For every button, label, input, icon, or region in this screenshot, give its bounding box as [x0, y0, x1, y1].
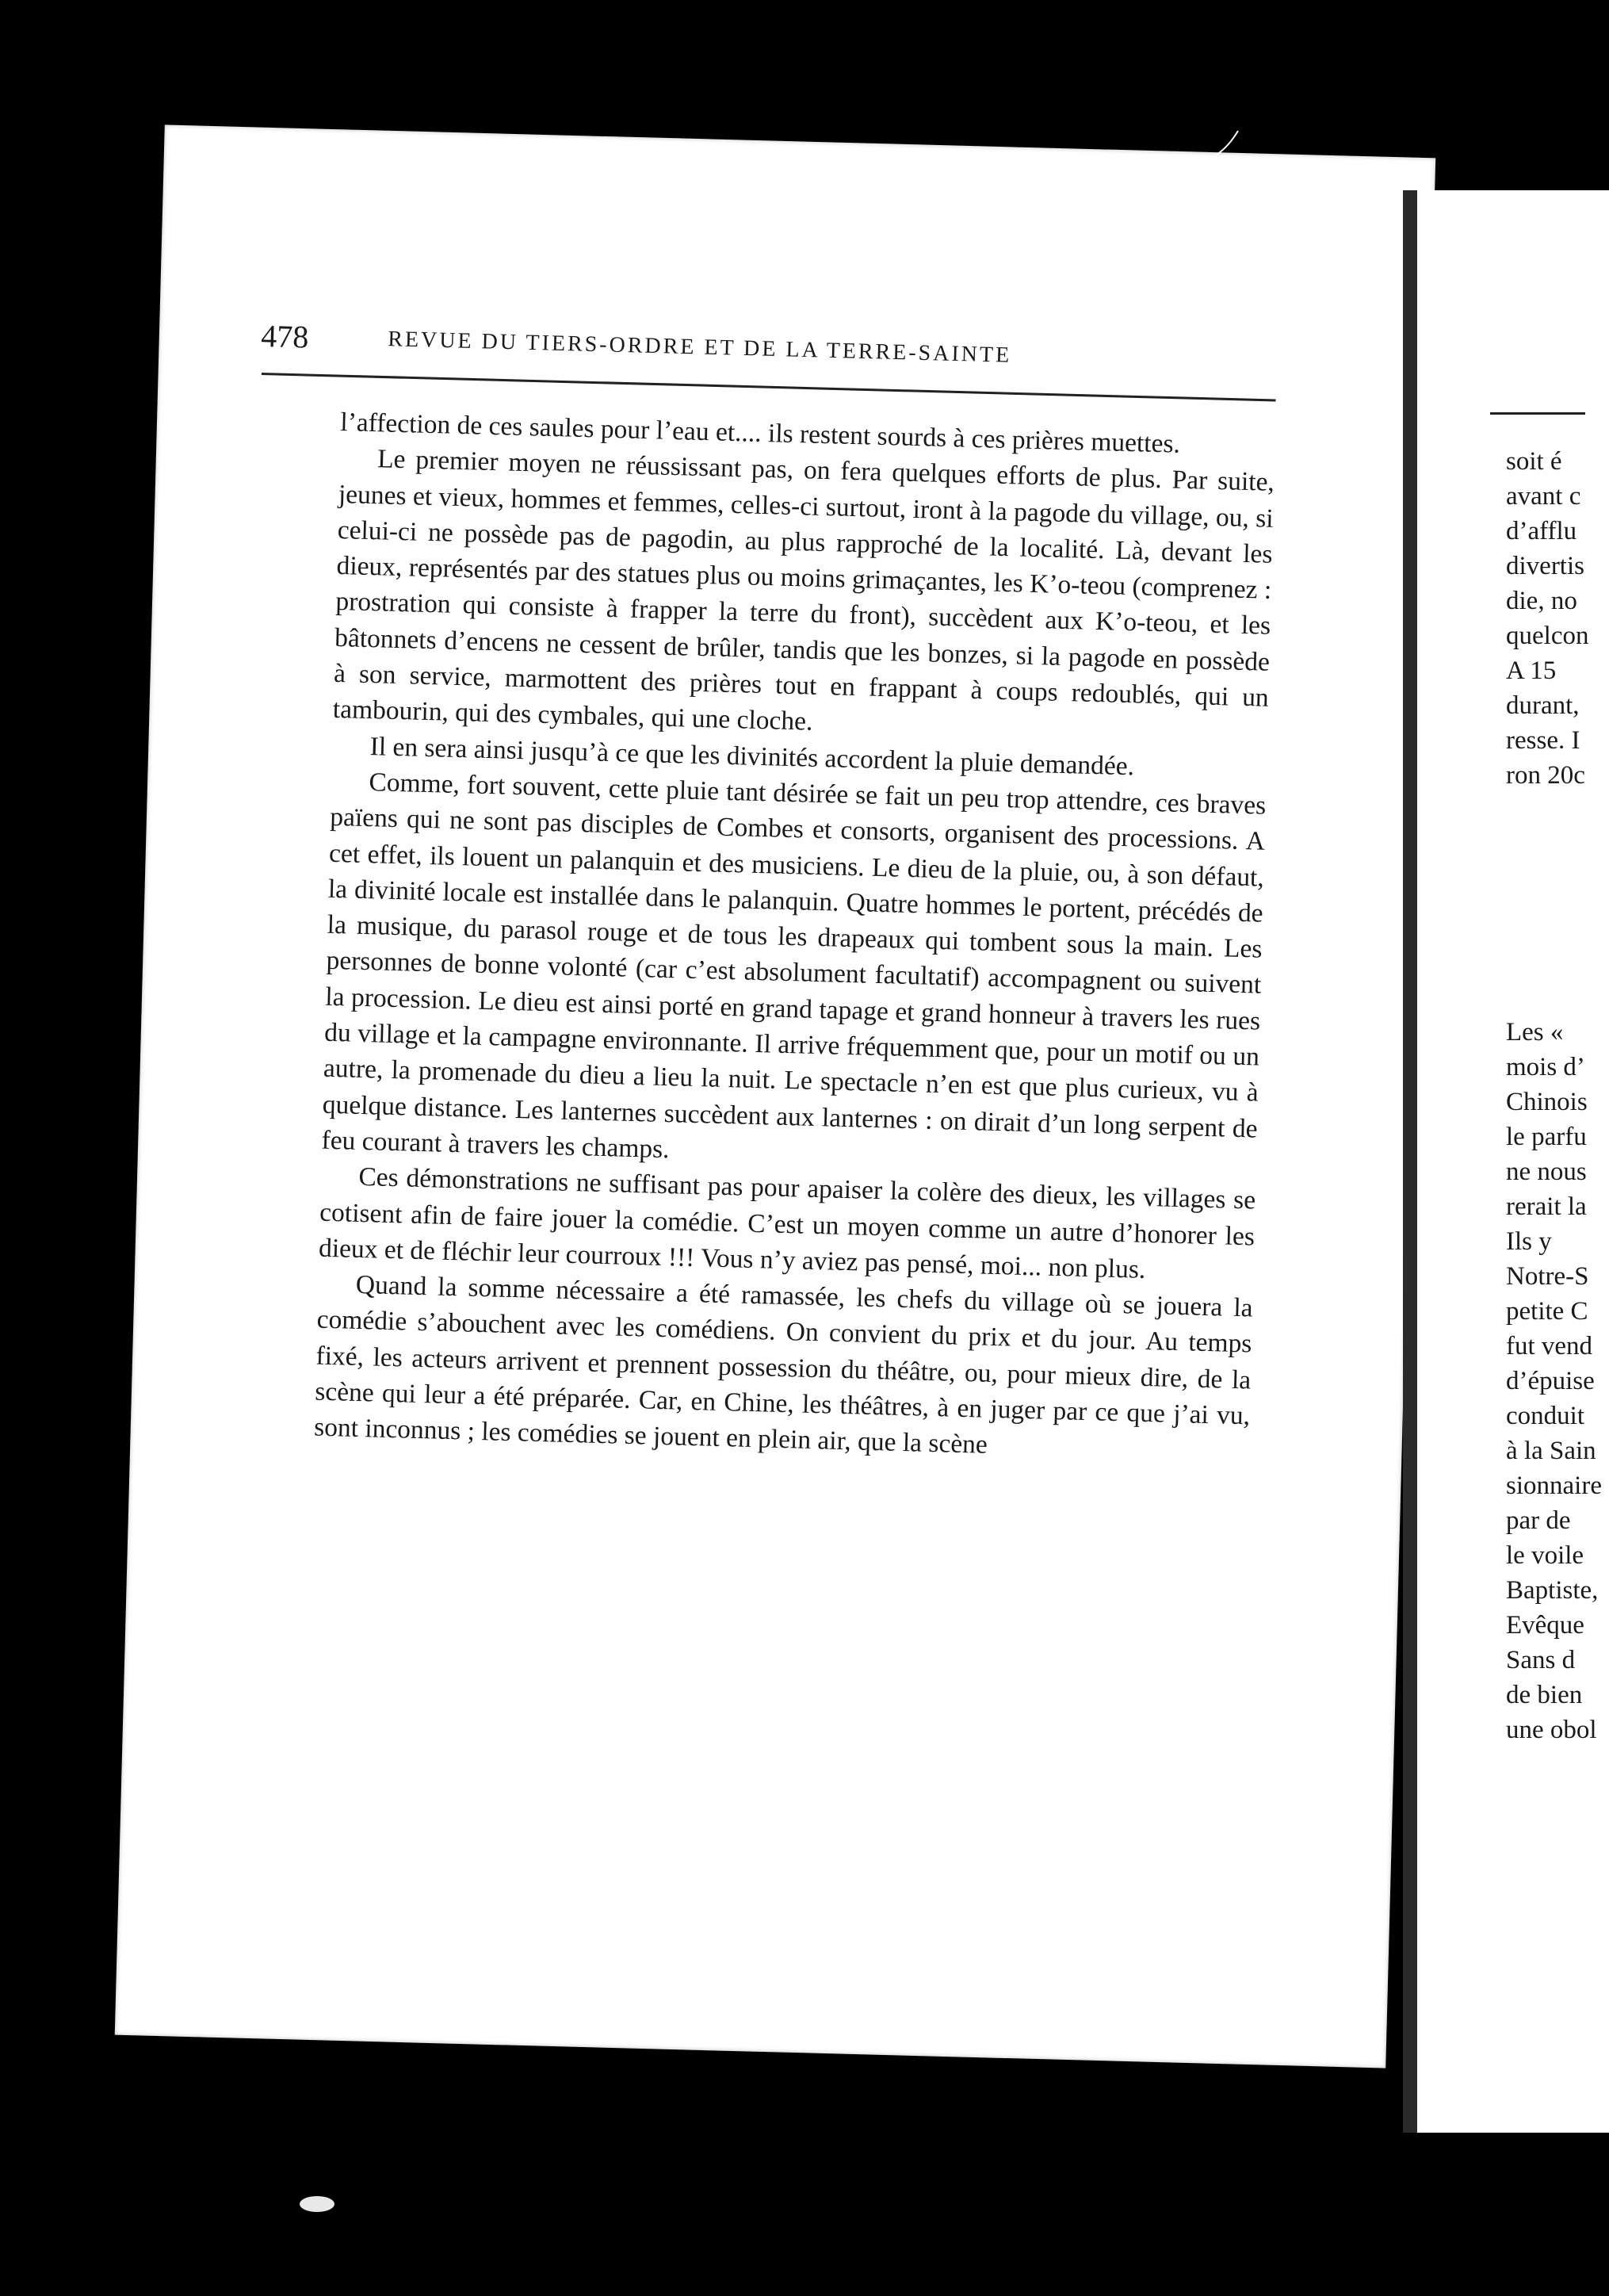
- right-line: Baptiste,: [1506, 1576, 1599, 1605]
- right-line: avant c: [1506, 482, 1581, 511]
- scan-speck: [1213, 127, 1244, 159]
- right-line: sionnaire: [1506, 1471, 1602, 1500]
- paragraph: Le premier moyen ne réussissant pas, on fera quelques efforts de plus. Par suite, jeunes et vieux, hommes et femmes, celles-ci surtout, iront à la pagode du village, ou, si celui-ci ne possède pas de pagodin, au plus rapproché de la localité. Là, devant les dieux, représentés par des statues plus ou moins grimaçantes, les K’o-teou (comprenez : prostration qui consiste à frapper la terre du front), succèdent aux K’o-teou, et les bâtonnets d’encens ne cessent de brûler, tandis que les bonzes, si la pagode en possède à son service, marmottent des prières tout en frappant à coups redoublés, qui un tambourin, qui des cymbales, qui une cloche.: [332, 444, 1275, 737]
- right-line: le parfu: [1506, 1123, 1587, 1151]
- spacer: [1506, 793, 1585, 1015]
- right-line: rerait la: [1506, 1192, 1587, 1221]
- right-line: fut vend: [1506, 1332, 1593, 1360]
- paragraph: l’affection de ces saules pour l’eau et.... ils restent sourds à ces prières muettes.: [339, 407, 1181, 459]
- right-line: A 15: [1506, 656, 1557, 685]
- paragraph: Quand la somme nécessaire a été ramassée, les chefs du village où se jouera la comédie s’abouchent avec les comédiens. On convient du prix et du jour. Au temps fixé, les acteurs arrivent et prennent possession du théâtre, ou, pour mieux dire, de la scène qui leur a été préparée. Car, en Chine, les théâtres, à en juger par ce que j’ai vu, sont inconnus ; les comédies se jouent en plein air, que la scène: [313, 1270, 1254, 1460]
- right-line: die, no: [1506, 587, 1577, 615]
- right-line: ne nous: [1506, 1158, 1587, 1186]
- paragraph: Il en sera ainsi jusqu’à ce que les divinités accordent la pluie demandée.: [369, 731, 1135, 782]
- right-line: Sans d: [1506, 1646, 1576, 1674]
- right-line: resse. I: [1506, 726, 1580, 755]
- right-page-rule: [1490, 412, 1585, 415]
- right-line: mois d’: [1506, 1053, 1585, 1081]
- right-line: de bien: [1506, 1681, 1583, 1709]
- right-line: d’afflu: [1506, 517, 1577, 545]
- right-line: une obol: [1506, 1716, 1597, 1744]
- right-line: d’épuise: [1506, 1367, 1595, 1395]
- body-text: [301, 404, 1276, 1942]
- right-line: par de: [1506, 1506, 1571, 1535]
- right-line: à la Sain: [1506, 1437, 1596, 1465]
- right-line: durant,: [1506, 691, 1580, 720]
- right-line: Ils y: [1506, 1227, 1552, 1256]
- right-line: Notre-S: [1506, 1262, 1589, 1291]
- right-line: Les «: [1506, 1018, 1564, 1047]
- right-line: ron 20c: [1506, 761, 1585, 790]
- paragraph: Ces démonstrations ne suffisant pas pour apaiser la colère des dieux, les villages se cotisent afin de faire jouer la comédie. C’est un moyen comme un autre d’honorer les dieux et de fléchir leur courroux !!! Vous n’y aviez pas pensé, moi... non plus.: [318, 1162, 1256, 1284]
- scan-speck: [293, 2188, 349, 2220]
- right-line: soit é: [1506, 447, 1562, 476]
- page-number: 478: [260, 317, 309, 355]
- right-line: divertis: [1506, 552, 1584, 580]
- right-line: Chinois: [1506, 1088, 1588, 1116]
- right-line: petite C: [1506, 1297, 1588, 1326]
- right-line: le voile: [1506, 1541, 1584, 1570]
- right-page-text: [1506, 444, 1602, 1747]
- right-line: quelcon: [1506, 622, 1589, 650]
- paragraph: Comme, fort souvent, cette pluie tant désirée se fait un peu trop attendre, ces braves païens qui ne sont pas disciples de Combes et consorts, organisent des processions. A cet effet, ils louent un palanquin et des musiciens. Le dieu de la pluie, ou, à son défaut, la divinité locale est installée dans le palanquin. Quatre hommes le portent, précédés de la musique, du parasol rouge et de tous les drapeaux qui tombent sous la main. Les personnes de bonne volonté (car c’est absolument facultatif) accompagnent ou suivent la procession. Le dieu est ainsi porté en grand tapage et grand honneur à travers les rues du village et la campagne environnante. Il arrive fréquemment que, pour un motif ou un autre, la promenade du dieu a lieu la nuit. Le spectacle n’en est que plus curieux, vu à quelque distance. Les lanternes succèdent aux lanternes : on dirait d’un long serpent de feu courant à travers les champs.: [321, 767, 1267, 1165]
- right-line: conduit: [1506, 1402, 1584, 1430]
- right-line: Evêque: [1506, 1611, 1584, 1640]
- running-head: REVUE DU TIERS-ORDRE ET DE LA TERRE-SAINTE: [387, 327, 1012, 368]
